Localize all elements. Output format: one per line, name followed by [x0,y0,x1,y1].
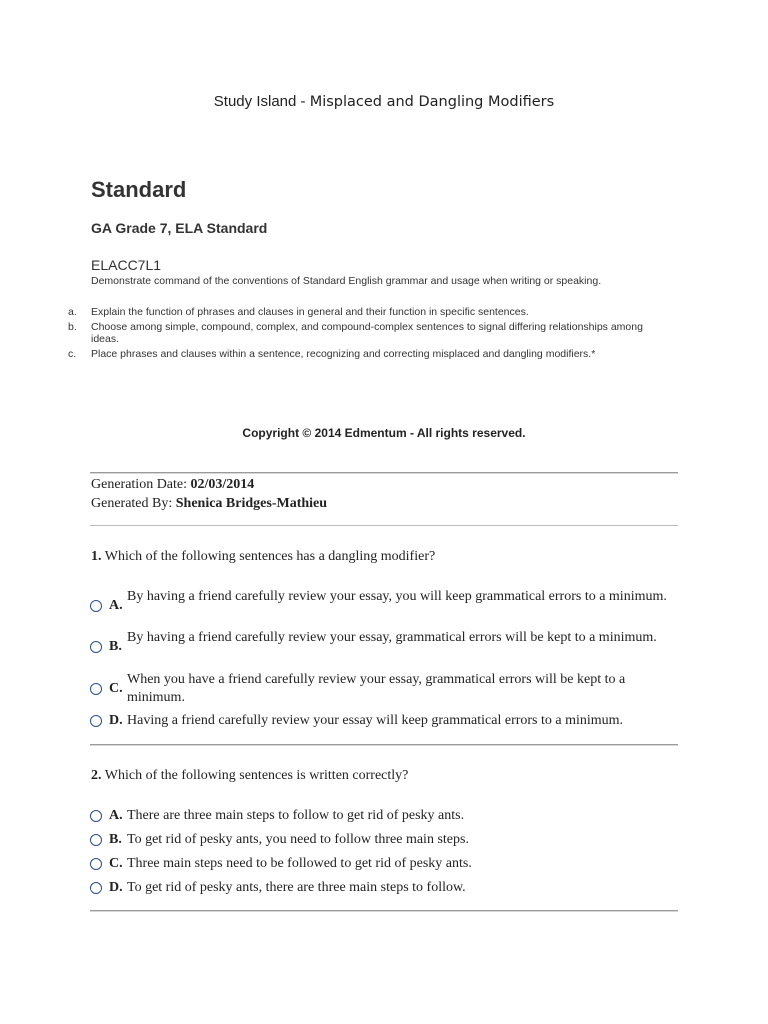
generated-by-line [91,496,327,512]
standard-item [0,321,651,346]
question-number: 1. [91,549,102,564]
q2-option-a[interactable] [90,807,680,825]
option-letter: C. [109,856,123,871]
radio-button[interactable] [90,858,102,870]
standard-subheading: GA Grade 7, ELA Standard [91,220,268,236]
question-text: Which of the following sentences is written correctly? [101,768,409,783]
standard-heading: Standard [91,177,187,202]
generation-date-value: 02/03/2014 [190,477,255,492]
option-text: When you have a friend carefully review your essay, grammatical errors will be kept to a minimum. [127,672,626,705]
question-text: Which of the following sentences has a dangling modifier? [101,549,436,564]
question-2-prompt [91,768,408,784]
generated-by-label: Generated By: [91,496,176,511]
option-letter: B. [109,639,122,654]
radio-button[interactable] [90,810,102,822]
option-letter: B. [109,832,122,847]
q2-option-c[interactable] [90,855,680,873]
title-prefix: Study Island - [213,93,310,110]
standard-items-list [0,306,768,362]
standard-item [0,306,651,319]
generation-date-line [91,477,254,493]
option-letter: D. [109,713,123,728]
question-1-prompt [91,549,435,565]
divider [90,744,678,746]
copyright-notice: Copyright © 2014 Edmentum - All rights reserved. [242,426,526,440]
standard-item-text: Choose among simple, compound, complex, and compound-complex sentences to signal differing relationships among ideas. [91,320,643,345]
list-marker: b. [68,320,77,333]
standard-item-text: Explain the function of phrases and clauses in general and their function in specific sentences. [91,306,529,318]
q2-option-b[interactable] [90,831,680,849]
title-topic: Misplaced and Dangling Modifiers [309,94,555,110]
q1-option-c[interactable] [90,671,680,707]
q1-option-a[interactable] [90,588,680,624]
question-number: 2. [91,768,102,783]
option-letter: A. [109,598,123,613]
radio-button[interactable] [90,834,102,846]
option-text: Three main steps need to be followed to get rid of pesky ants. [127,856,472,871]
generation-date-label: Generation Date: [91,477,191,492]
radio-button[interactable] [90,641,102,653]
list-marker: c. [68,347,77,360]
standard-item-text: Place phrases and clauses within a sentence, recognizing and correcting misplaced and dangling modifiers.* [91,347,596,360]
radio-button[interactable] [90,715,102,727]
divider [90,525,678,526]
option-text: Having a friend carefully review your essay will keep grammatical errors to a minimum. [127,713,624,728]
option-letter: D. [109,880,123,895]
radio-button[interactable] [90,600,102,612]
option-text: By having a friend carefully review your essay, you will keep grammatical errors to a minimum. [127,589,667,604]
page-title [0,93,768,110]
option-letter: C. [109,681,123,696]
divider [90,472,678,474]
q1-option-b[interactable] [90,629,680,665]
option-text: There are three main steps to follow to get rid of pesky ants. [127,808,465,823]
list-marker: a. [68,306,77,318]
standard-code: ELACC7L1 [91,257,162,273]
option-text: By having a friend carefully review your essay, grammatical errors will be kept to a minimum. [127,630,657,645]
standard-description: Demonstrate command of the conventions of Standard English grammar and usage when writing or speaking. [91,275,602,287]
radio-button[interactable] [90,683,102,695]
radio-button[interactable] [90,882,102,894]
generated-by-value: Shenica Bridges-Mathieu [175,496,328,511]
q1-option-d[interactable] [90,712,680,730]
option-text: To get rid of pesky ants, there are three main steps to follow. [127,880,466,895]
option-letter: A. [109,808,123,823]
option-text: To get rid of pesky ants, you need to follow three main steps. [127,832,469,847]
standard-item [0,348,651,361]
divider [90,910,678,912]
q2-option-d[interactable] [90,879,680,897]
